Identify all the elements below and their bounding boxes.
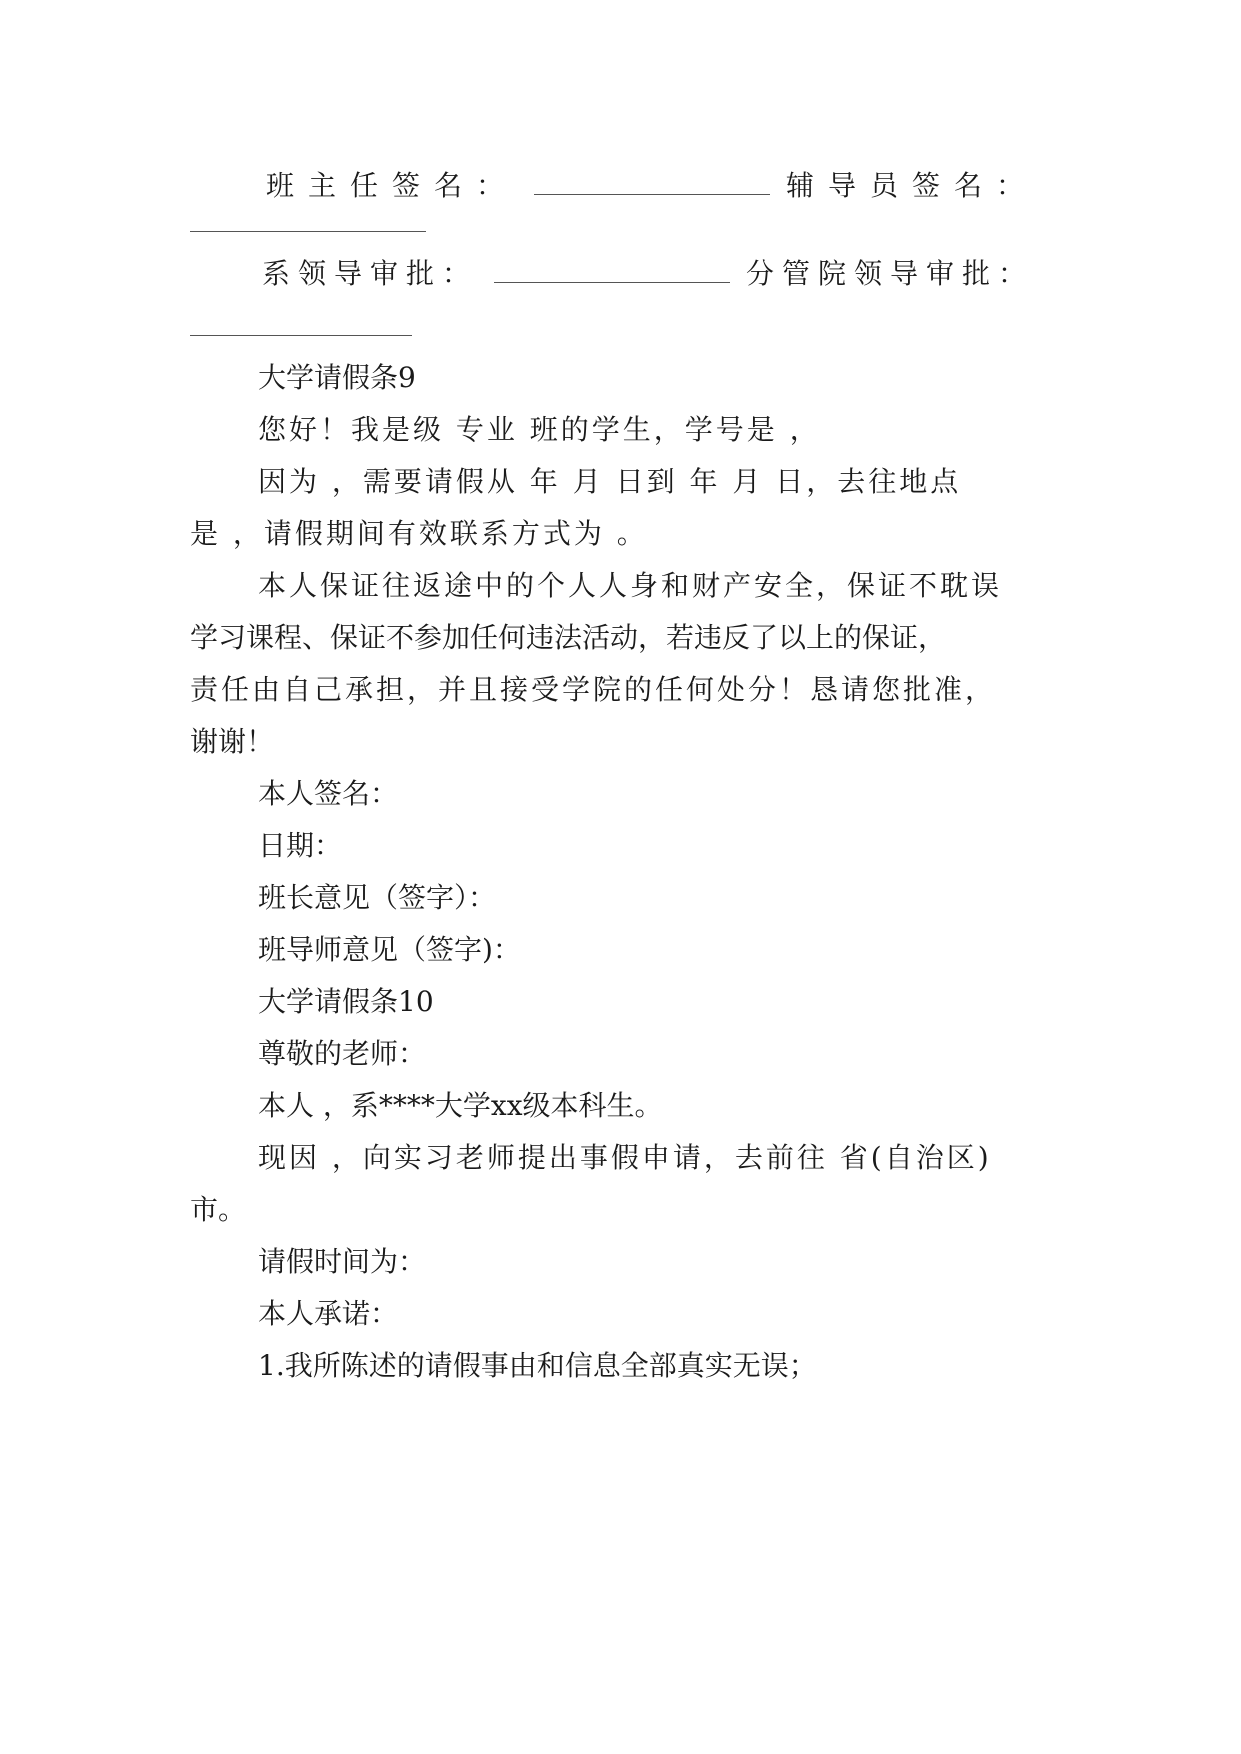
note10-promise-item-1: 1.我所陈述的请假事由和信息全部真实无误；: [258, 1349, 817, 1382]
note10-line-3: 市。: [190, 1193, 247, 1226]
note9-signature: 本人签名：: [258, 777, 399, 810]
dept-leader-approval-label: 系领导审批：: [262, 257, 479, 290]
note9-line-6: 责任由自己承担，并且接受学院的任何处分！恳请您批准，: [190, 673, 997, 706]
note9-tutor-opinion: 班导师意见（签字)：: [258, 933, 521, 966]
note10-line-2: 现因 ，向实习老师提出事假申请，去前往 省(自治区): [258, 1141, 992, 1174]
counselor-signature-blank: [190, 230, 426, 232]
college-leader-approval-blank: [190, 334, 412, 336]
signature-row-2: [262, 254, 1064, 294]
note9-line-3: 是 ，请假期间有效联系方式为 。: [190, 517, 648, 550]
counselor-signature-label: 辅导员签名：: [786, 169, 1039, 202]
note10-line-1: 本人 ，系****大学xx级本科生。: [258, 1089, 663, 1122]
note9-line-5: 学习课程、保证不参加任何违法活动，若违反了以上的保证，: [190, 621, 947, 654]
note10-greeting: 尊敬的老师：: [258, 1037, 427, 1070]
head-teacher-signature-label: 班主任签名：: [266, 169, 519, 202]
head-teacher-signature-blank: [534, 172, 770, 195]
dept-leader-approval-blank: [494, 260, 730, 283]
signature-row-1: [266, 166, 1068, 206]
note10-promise: 本人承诺：: [258, 1297, 399, 1330]
note9-line-2: 因为 ，需要请假从 年 月 日到 年 月 日，去往地点: [258, 465, 962, 498]
note9-monitor-opinion: 班长意见（签字）：: [258, 881, 497, 914]
note9-line-1: 您好！我是级 专业 班的学生，学号是 ，: [258, 413, 821, 446]
note10-title: 大学请假条10: [258, 985, 434, 1018]
note9-title: 大学请假条9: [258, 361, 416, 394]
note9-date: 日期：: [258, 829, 343, 862]
note9-line-7: 谢谢！: [190, 725, 275, 758]
note10-leave-time: 请假时间为：: [258, 1245, 427, 1278]
college-leader-approval-label: 分管院领导审批：: [746, 257, 1035, 290]
note9-line-4: 本人保证往返途中的个人人身和财产安全，保证不耽误: [258, 569, 1003, 602]
